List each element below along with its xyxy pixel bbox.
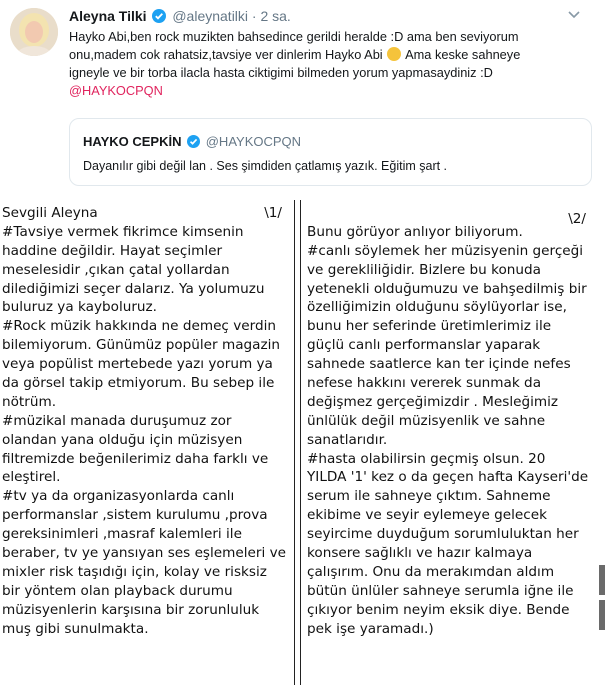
quoted-tweet-header xyxy=(83,134,301,149)
letter-line: ve gerekliliğidir. Bizlere bu konuda xyxy=(307,261,541,278)
letter-line: gereksinimleri ,masraf kalemleri ile xyxy=(2,526,242,543)
verified-badge-icon xyxy=(187,135,200,148)
letter-line: çalışırım. Onu da merakımdan aldım xyxy=(307,563,555,580)
letter-line: olandan yana olduğu için müzisyen xyxy=(2,431,243,448)
quoted-tweet[interactable] xyxy=(69,118,592,186)
chevron-down-icon[interactable] xyxy=(567,10,581,20)
quoted-tweet-text: Dayanılır gibi değil lan . Ses şimdiden çatlamış yazık. Eğitim şart . xyxy=(83,159,448,173)
page-number: \2/ xyxy=(568,211,586,227)
letter-line: nefese hakkını vererek sunmak da xyxy=(307,375,542,392)
avatar[interactable] xyxy=(10,8,58,56)
letter-line: haddine değildir. Hayat seçimler xyxy=(2,242,223,259)
verified-badge-icon xyxy=(152,9,166,23)
tweet-header xyxy=(69,8,291,24)
letter-line: da görsel takip etmiyorum. Bu sebep ile xyxy=(2,375,275,392)
letter-line: performanslar ,sistem kurulumu ,prova xyxy=(2,507,268,524)
tweet-line: Hayko Abi,ben rock muzikten bahsedince gerildi heralde :D ama ben seviyorum xyxy=(69,29,519,44)
tweet-line: onu,madem cok rahatsiz,tavsiye ver dinlerim Hayko Abi Ama keske sahneye xyxy=(69,47,521,62)
letter-line: yetenekli olduğumuzu ve bahşedilmiş bir xyxy=(307,280,587,297)
author-handle[interactable]: @aleynatilki xyxy=(172,8,249,24)
tweet-line: igneyle ve bir torba ilacla hasta ciktigimi bilmeden yorum yapmasaydiniz :D xyxy=(69,65,493,80)
letter-line: sanatlarıdır. xyxy=(307,431,388,448)
letter-line: müzisyenlerin karşısına bir zorunluluk xyxy=(2,601,260,618)
letter-line: #Tavsiye vermek fikrimce kimsenin xyxy=(2,223,244,240)
avatar-photo xyxy=(10,8,58,56)
letter-line: seyircime duyduğum sorumluluktan her xyxy=(307,526,579,543)
letter-line: konsere sağlıklı ve hazır kalmaya xyxy=(307,545,533,562)
letter-line: dilediğimizi seçer dalarız. Ya yolumuzu xyxy=(2,280,265,297)
letter-line: çıkıyor benim neyim eksik diye. Bende xyxy=(307,601,570,618)
letter-line: #tv ya da organizasyonlarda canlı xyxy=(2,488,235,505)
letter-line: filtremizde beğenilerimiz daha farklı ve xyxy=(2,450,269,467)
letter-line: eleştirel. xyxy=(2,469,61,486)
laughing-emoji-icon xyxy=(387,47,401,61)
page-number: \1/ xyxy=(264,205,282,221)
tweet-time[interactable]: · 2 sa. xyxy=(251,8,291,24)
letter-line: meselesidir ,çıkan çatal yollardan xyxy=(2,261,230,278)
letter-line: YILDA '1' kez o da geçen hafta Kayseri'de xyxy=(307,469,589,486)
letter-page-2 xyxy=(300,200,598,685)
letter-line: değişmez gerçeğimizdir . Mesleğimiz xyxy=(307,393,559,410)
mention-link[interactable]: @HAYKOCPQN xyxy=(69,83,163,98)
letter-line: pek işe yaramadı.) xyxy=(307,620,434,637)
edge-mark xyxy=(599,600,605,630)
letter-line: #Rock müzik hakkında ne demeç verdin xyxy=(2,318,277,335)
letter-line: ünlülük değil müzisyenlik ve sahne xyxy=(307,412,546,429)
letter-line: serum ile sahneye çıktım. Sahneme xyxy=(307,488,551,505)
letter-line: güçlü canlı performanslar yaparak xyxy=(307,337,541,354)
letter-line: bir yöntem olan playback durumu xyxy=(2,582,233,599)
letter-line: muş gibi sunulmakta. xyxy=(2,620,149,637)
letter-line: ekibime ve seyir eylemeye gelecek xyxy=(307,507,547,524)
letter-line: mixler risk taşıdığı için, kolay ve risksiz xyxy=(2,563,267,580)
tweet-text xyxy=(69,28,597,100)
quoted-author-name[interactable]: HAYKO CEPKİN xyxy=(83,134,182,149)
letter-line: sahnede saatlerce kan ter içinde nefes xyxy=(307,356,571,373)
letter-line: buluruz ya kayboluruz. xyxy=(2,299,158,316)
letter-line: #müzikal manada duruşumuz zor xyxy=(2,412,232,429)
letter-line: özelliğimizin olduğunu söylüyorlar ise, xyxy=(307,299,567,316)
letter-line: beraber, tv ye yansıyan ses eşlemeleri ve xyxy=(2,545,286,562)
letter-line: nötrüm. xyxy=(2,393,57,410)
letter-line: Bunu görüyor anlıyor biliyorum. xyxy=(307,223,523,240)
letter-line: bütün ünlüler sahneye serumla iğne ile xyxy=(307,582,574,599)
tweet-card xyxy=(0,0,605,196)
letter-page-1 xyxy=(0,200,295,685)
quoted-author-handle[interactable]: @HAYKOCPQN xyxy=(205,134,302,149)
letter-line: #canlı söylemek her müzisyenin gerçeği xyxy=(307,242,584,259)
letter-line: veya popülist mertebede yazı yorum ya xyxy=(2,356,273,373)
letter-line: Sevgili Aleyna xyxy=(2,205,98,221)
letter-line xyxy=(307,204,598,223)
letter-line: bunu her seferinde üretimlerimiz ile xyxy=(307,318,552,335)
author-name[interactable]: Aleyna Tilki xyxy=(69,8,147,24)
edge-mark xyxy=(599,565,605,595)
letter-line: bilemiyorum. Günümüz popüler magazin xyxy=(2,337,281,354)
letter-line: #hasta olabilirsin geçmiş olsun. 20 xyxy=(307,450,546,467)
